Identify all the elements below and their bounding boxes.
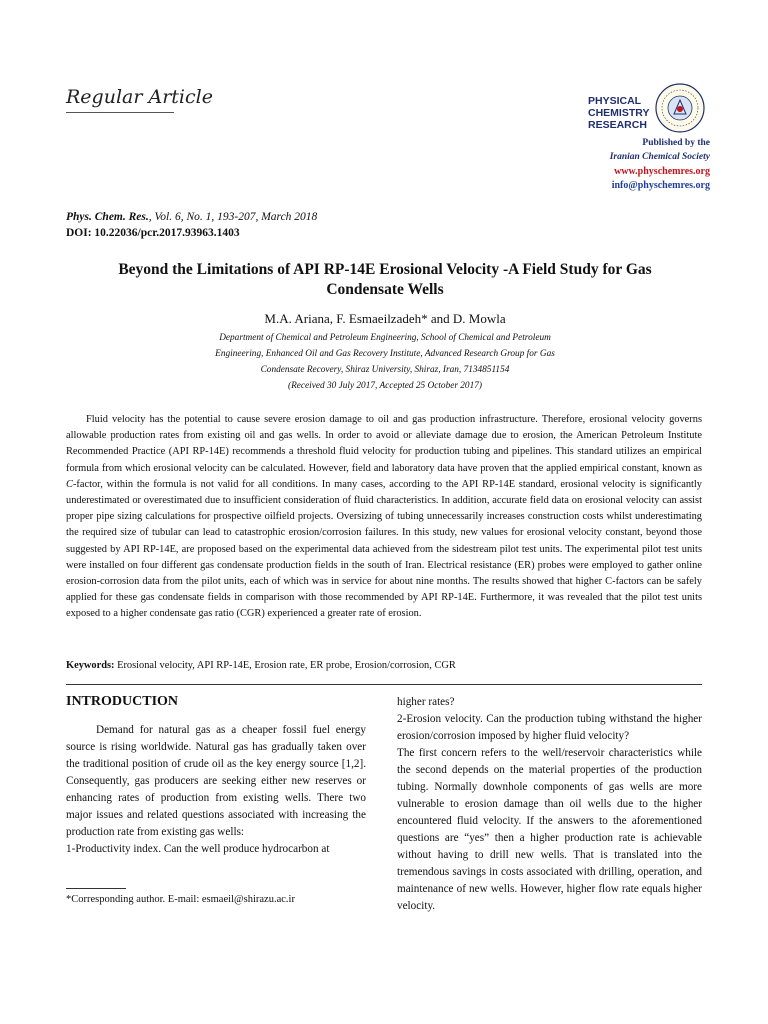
journal-logo-line3: RESEARCH <box>588 119 647 131</box>
author-list: M.A. Ariana, F. Esmaeilzadeh* and D. Mowla <box>264 311 506 326</box>
intro-paragraph-2: 1-Productivity index. Can the well produce hydrocarbon at <box>66 843 330 855</box>
intro-paragraph-1: Demand for natural gas as a cheaper fossil fuel energy source is rising worldwide. Natural gas has gradually taken over the traditional position of crude oil as the key energy source [1,2]. Consequently, gas producers are seeking either new reserves or enhancing rates of production from existing wells. There two major issues and related questions associated with increasing the production rate from existing gas wells: <box>66 724 366 838</box>
keywords-label: Keywords: <box>66 660 118 671</box>
journal-logo-text <box>588 95 649 131</box>
journal-logo-line1: PHYSICAL <box>588 95 642 107</box>
introduction-heading: INTRODUCTION <box>66 694 179 709</box>
journal-abbrev: Phys. Chem. Res. <box>66 211 149 223</box>
society-seal-icon <box>654 82 706 134</box>
intro-paragraph-4: 2-Erosion velocity. Can the production tubing withstand the higher erosion/corrosion imposed by higher fluid velocity? <box>397 713 702 742</box>
journal-email-link[interactable]: info@physchemres.org <box>611 180 710 191</box>
journal-logo <box>586 82 706 142</box>
affiliation-line3: Condensate Recovery, Shiraz University, Shiraz, Iran, 7134851154 <box>260 365 510 375</box>
right-column <box>397 694 702 915</box>
citation <box>66 211 317 223</box>
society-name: Iranian Chemical Society <box>609 152 710 162</box>
affiliation-line2: Engineering, Enhanced Oil and Gas Recovery Institute, Advanced Research Group for Gas <box>215 349 555 359</box>
doi[interactable]: DOI: 10.22036/pcr.2017.93963.1403 <box>66 227 240 239</box>
abstract-c-factor: C <box>66 478 73 490</box>
article-type-underline <box>66 112 174 113</box>
journal-website-link[interactable]: www.physchemres.org <box>614 166 710 177</box>
published-by: Published by the <box>642 138 710 148</box>
corresponding-author-footnote: *Corresponding author. E-mail: esmaeil@shirazu.ac.ir <box>66 894 295 905</box>
abstract-text-part1: Fluid velocity has the potential to cause severe erosion damage to oil and gas production infrastructure. Therefore, erosional velocity governs allowable production rates from existing oil and gas wells. In order to avoid or alleviate damage due to erosion, the American Petroleum Institute Recommended Practice (API RP-14E) recommends a threshold fluid velocity for production tubing and pipelines. This standard utilizes an empirical formula from which erosional velocity can be calculated. However, field and laboratory data have proven that the applied empirical constant, known as <box>66 414 702 474</box>
received-dates: (Received 30 July 2017, Accepted 25 October 2017) <box>288 381 482 391</box>
paper-title <box>60 260 710 300</box>
affiliation-line1: Department of Chemical and Petroleum Engineering, School of Chemical and Petroleum <box>219 333 551 343</box>
left-column <box>66 722 366 858</box>
journal-logo-line2: CHEMISTRY <box>588 107 650 119</box>
paper-title-line2: Condensate Wells <box>326 281 444 298</box>
section-divider <box>66 684 702 685</box>
affiliation <box>100 330 670 394</box>
keywords <box>66 660 702 671</box>
abstract-text-part2: -factor, within the formula is not valid for all conditions. In many cases, according to the API RP-14E standard, erosional velocity is significantly underestimated or overestimated due to insufficient consideration of fluid characteristics. In addition, accurate field data on erosional velocity can assist proper pipe sizing calculations for prospective oilfield projects. Oversizing of tubing unnecessarily increases construction costs whilst underestimating the required size of tubular can lead to catastrophic erosion/corrosion failures. In this study, new values for erosional velocity constant, beyond those suggested by API RP-14E, are proposed based on the experimental data achieved from the sidestream pilot test units. The experimental pilot test units were installed on four different gas condensate production fields in the south of Iran. Electrical resistance (ER) probes were employed to gather online erosion-corrosion data from the pilot units, each of which was in service for about nine months. The results showed that higher C-factors can be safely applied for these gas condensate fields in comparison with those recommended by API RP-14E. Furthermore, it was revealed that the pilot test units exposed to a higher condensate gas ratio (CGR) experienced a greater rate of erosion. <box>66 478 702 620</box>
citation-details: , Vol. 6, No. 1, 193-207, March 2018 <box>148 211 318 223</box>
paper-title-line1: Beyond the Limitations of API RP-14E Erosional Velocity -A Field Study for Gas <box>118 261 652 278</box>
abstract <box>66 412 702 623</box>
article-type-label: Regular Article <box>66 86 213 108</box>
footnote-rule <box>66 888 126 889</box>
intro-paragraph-5: The first concern refers to the well/reservoir characteristics while the second depends on the material properties of the production tubing. Normally downhole components of gas wells are more vulnerable to erosion damage than oil wells due to the higher encountered fluid velocity. If the answers to the aforementioned questions are “yes” then a higher production rate is achievable without having to drill new wells. That is translated into the tremendous savings in costs associated with drilling, operation, and maintenance of new wells. However, higher flow rate equals higher velocity. <box>397 747 702 912</box>
intro-paragraph-3: higher rates? <box>397 696 455 708</box>
keywords-list: Erosional velocity, API RP-14E, Erosion rate, ER probe, Erosion/corrosion, CGR <box>117 660 456 671</box>
